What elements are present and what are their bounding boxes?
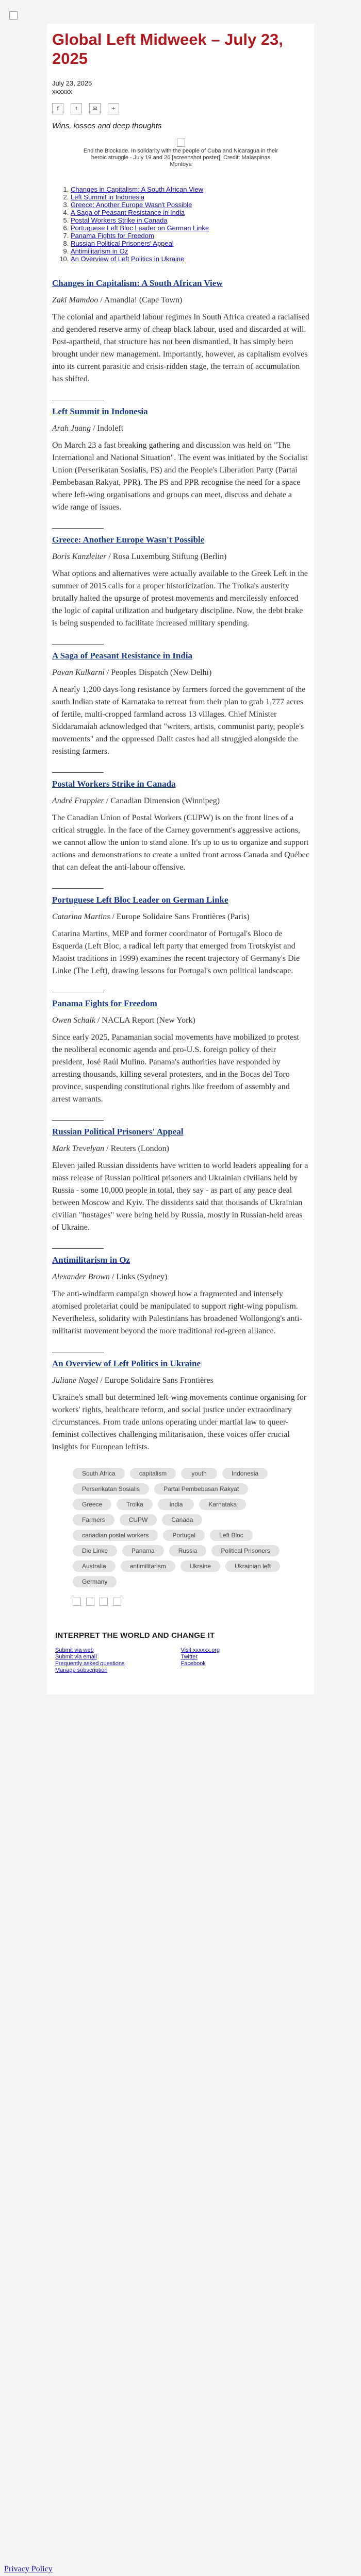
toc-item xyxy=(71,240,309,247)
article xyxy=(52,992,309,1106)
toc-item xyxy=(71,201,309,209)
toc-link[interactable]: Antimilitarism in Oz xyxy=(71,247,128,255)
newsletter-container xyxy=(47,24,315,1694)
article-byline xyxy=(52,1376,309,1385)
tag-chip[interactable]: Ukraine xyxy=(180,1561,220,1572)
banner-image-icon xyxy=(177,139,185,147)
toc-item xyxy=(71,224,309,232)
article-author: Boris Kanzleiter xyxy=(52,552,107,561)
article-byline xyxy=(52,552,309,562)
tag-chip[interactable]: Partai Pembebasan Rakyat xyxy=(154,1483,248,1495)
article-author: Pavan Kulkarni xyxy=(52,668,105,677)
tag-chip[interactable]: Left Bloc xyxy=(210,1530,253,1541)
newsletter-title[interactable]: Global Left Midweek – July 23, 2025 xyxy=(52,30,283,67)
email-icon[interactable] xyxy=(100,1598,108,1606)
article-source: / Amandla! (Cape Town) xyxy=(98,296,183,304)
toc-item xyxy=(71,255,309,263)
article-title[interactable]: Portuguese Left Bloc Leader on German Linke xyxy=(52,895,228,905)
tag-chip[interactable]: South Africa xyxy=(73,1468,125,1479)
banner-caption: End the Blockade. In solidarity with the people of Cuba and Nicaragua in their heroic struggle - July 19 and 26 [screenshot poster]. Credit: Malaspinas Montoya xyxy=(83,148,278,167)
tag-chip[interactable]: CUPW xyxy=(120,1514,157,1526)
toc-item xyxy=(71,247,309,255)
toc-item xyxy=(71,232,309,240)
toc-link[interactable]: Greece: Another Europe Wasn't Possible xyxy=(71,201,192,209)
article-byline xyxy=(52,1273,309,1282)
article-body: On March 23 a fast breaking gathering and discussion was held on "The International and National Situation". The event was initiated by the Socialist Union (Perserikatan Sosialis, PS) and the People's Liberation Party (Partai Pembebasan Rakyat, PPR). The PS and PPR recognise the need for a space where left-wing organisations and groups can meet, discuss and debate a wide range of issues. xyxy=(52,441,308,512)
article-source: / Links (Sydney) xyxy=(109,1273,168,1281)
tag-chip[interactable]: antimilitarism xyxy=(121,1561,175,1572)
footer-right-links xyxy=(181,1647,307,1674)
article-author: Mark Trevelyan xyxy=(52,1144,105,1153)
footer-social-row xyxy=(73,1598,309,1608)
tag-chip[interactable]: Panama xyxy=(122,1545,164,1556)
article-title[interactable]: Postal Workers Strike in Canada xyxy=(52,779,176,789)
social-share-row xyxy=(52,103,309,116)
share-icon[interactable]: + xyxy=(108,103,119,114)
toc-item xyxy=(71,193,309,201)
article-body: Catarina Martins, MEP and former coordinator of Portugal's Bloco de Esquerda (Left Bloc, a radical left party that emerged from Trotskyist and Maoist traditions in 1999) examines the recent trajectory of Germany's Die Linke (The Left), drawing lessons for Portugal's own political landscape. xyxy=(52,929,300,975)
article-divider xyxy=(52,1248,104,1249)
article-author: André Frappier xyxy=(52,796,104,805)
footer-left-links xyxy=(55,1647,181,1674)
toc-item xyxy=(71,216,309,224)
tag-chip[interactable]: Karnataka xyxy=(199,1499,246,1510)
article-author: Zaki Mamdoo xyxy=(52,296,99,304)
tag-chip[interactable]: capitalism xyxy=(130,1468,176,1479)
article-body: The Canadian Union of Postal Workers (CUPW) is on the front lines of a critical struggle. In the face of the Carney government's aggressive actions, we cannot allow the union to stand alone. It's up to us to organize and support actions and demonstrations to create a united front across Canada and Québec that can defeat the anti-labour offensive. xyxy=(52,814,309,872)
article-title[interactable]: Antimilitarism in Oz xyxy=(52,1255,130,1265)
footer-link[interactable]: Facebook xyxy=(180,1660,206,1667)
facebook-icon[interactable]: f xyxy=(52,103,63,114)
tag-chip[interactable]: Troika xyxy=(117,1499,153,1510)
tag-cloud xyxy=(73,1468,294,1591)
toc-link[interactable]: Changes in Capitalism: A South African View xyxy=(71,185,204,193)
tag-chip[interactable]: Greece xyxy=(73,1499,111,1510)
broken-image-icon xyxy=(9,11,18,20)
tag-chip[interactable]: India xyxy=(158,1499,194,1510)
article-body: What options and alternatives were actually available to the Greek Left in the summer of 2015 calls for a proper historicization. The Troika's austerity brutally halted the upsurge of protest movements and mercilessly enforced the logic of capital utilization and budgetary discipline. Now, the debt brake is being suspended to facilitate increased military spending. xyxy=(52,569,308,628)
article-source: / Canadian Dimension (Winnipeg) xyxy=(104,796,220,805)
post-footer xyxy=(0,2565,361,2576)
footer-heading: INTERPRET THE WORLD AND CHANGE IT xyxy=(55,1631,215,1640)
footer-link[interactable]: Manage subscription xyxy=(55,1667,108,1673)
article-byline xyxy=(52,296,309,305)
article-source: / Rosa Luxemburg Stiftung (Berlin) xyxy=(106,552,227,561)
issue-date: July 23, 2025 xyxy=(52,79,92,87)
article-author: Catarina Martins xyxy=(52,912,110,921)
article-title[interactable]: An Overview of Left Politics in Ukraine xyxy=(52,1359,201,1368)
article-body: Eleven jailed Russian dissidents have written to world leaders appealing for a mass release of Russian political prisoners and Ukrainian civilians held by Russia - some 10,000 people in total, they say - as part of any peace deal between Moscow and Kyiv. The dissidents said that thousands of Ukrainian civilian "hostages" were being held by Russia, mostly in Russian-held areas of Ukraine. xyxy=(52,1161,308,1232)
footer-link[interactable]: Submit via email xyxy=(55,1654,97,1660)
article-source: / Europe Solidaire Sans Frontières xyxy=(98,1376,214,1385)
article xyxy=(52,400,309,514)
article xyxy=(52,278,309,385)
article-source: / Europe Solidaire Sans Frontières (Paris) xyxy=(110,912,250,921)
article xyxy=(52,644,309,758)
article xyxy=(52,888,309,977)
article-source: / NACLA Report (New York) xyxy=(95,1016,195,1025)
table-of-contents xyxy=(62,185,309,263)
toc-link[interactable]: Postal Workers Strike in Canada xyxy=(71,216,168,224)
article-title[interactable]: Panama Fights for Freedom xyxy=(52,998,157,1008)
tag-chip[interactable]: Political Prisoners xyxy=(211,1545,279,1556)
article-divider xyxy=(52,528,104,529)
article-body: Since early 2025, Panamanian social movements have mobilized to protest the neoliberal economic agenda and pro-U.S. foreign policy of their president, José Raúl Mulino. Panama's authorities have responded by arresting thousands, killing several protesters, and in the Bocas del Toro province, suspending constitutional rights like freedom of assembly and arrest warrants. xyxy=(52,1033,299,1104)
tag-chip[interactable]: Canada xyxy=(162,1514,202,1526)
footer-link[interactable]: Twitter xyxy=(180,1654,198,1660)
tagline: Wins, losses and deep thoughts xyxy=(52,122,162,130)
article-byline xyxy=(52,424,309,433)
tag-chip[interactable]: Indonesia xyxy=(222,1468,268,1479)
banner xyxy=(83,139,279,168)
privacy-policy-link[interactable]: Privacy Policy xyxy=(4,2565,53,2573)
article-byline xyxy=(52,668,309,677)
article-source: / Reuters (London) xyxy=(104,1144,169,1153)
article-title[interactable]: Greece: Another Europe Wasn't Possible xyxy=(52,535,205,545)
toc-link[interactable]: Panama Fights for Freedom xyxy=(71,232,154,240)
article-divider xyxy=(52,1120,104,1121)
article-body: The anti-windfarm campaign showed how a fragmented and intensely atomised proletariat could be manipulated to support right-wing populism. Nevertheless, solidarity with Palestinians has broadened Wollongong's anti-militarist movement beyond the more traditional red-green alliance. xyxy=(52,1290,302,1335)
issue-code: xxxxxx xyxy=(52,88,72,95)
article xyxy=(52,1120,309,1234)
tag-chip[interactable]: youth xyxy=(181,1468,217,1479)
email-icon[interactable]: ✉ xyxy=(89,103,101,114)
footer-link[interactable]: Visit xxxxxx.org xyxy=(180,1647,220,1653)
article-body: A nearly 1,200 days-long resistance by farmers forced the government of the south Indian state of Karnataka to retreat from their plan to grab 1,777 acres of fertile, multi-cropped farmland across 13 villages. Chief Minister Siddaramaiah acknowledged that "writers, artists, communist party, people's movements" and the oppressed Dalit castes had all struggled alongside the resisting farmers. xyxy=(52,685,306,756)
tag-chip[interactable]: Ukrainian left xyxy=(225,1561,280,1572)
tag-chip[interactable]: Portugal xyxy=(163,1530,205,1541)
article-title[interactable]: Russian Political Prisoners' Appeal xyxy=(52,1127,184,1137)
tag-chip[interactable]: Australia xyxy=(73,1561,116,1572)
twitter-icon[interactable] xyxy=(86,1598,94,1606)
twitter-icon[interactable]: t xyxy=(71,103,82,114)
toc-link[interactable]: Left Summit in Indonesia xyxy=(71,193,145,201)
article-divider xyxy=(52,888,104,889)
toc-item xyxy=(71,185,309,193)
article-list xyxy=(52,278,309,1453)
article-title[interactable]: Left Summit in Indonesia xyxy=(52,406,148,416)
tag-chip[interactable]: Farmers xyxy=(73,1514,114,1526)
article-title[interactable]: A Saga of Peasant Resistance in India xyxy=(52,651,193,660)
tag-chip[interactable]: Russia xyxy=(169,1545,207,1556)
toc-link[interactable]: Portuguese Left Bloc Leader on German Linke xyxy=(71,224,209,232)
footer xyxy=(52,1631,309,1674)
article-byline xyxy=(52,1144,309,1154)
article-title[interactable]: Changes in Capitalism: A South African View xyxy=(52,278,223,288)
toc-link[interactable]: An Overview of Left Politics in Ukraine xyxy=(71,255,185,263)
share-icon[interactable] xyxy=(113,1598,121,1606)
article xyxy=(52,1248,309,1337)
article-divider xyxy=(52,772,104,773)
toc-link[interactable]: A Saga of Peasant Resistance in India xyxy=(71,209,185,216)
article-body: Ukraine's small but determined left-wing movements continue organising for workers' rights, healthcare reform, and social justice under extraordinary circumstances. From trade unions operating under martial law to queer-feminist collectives challenging militarisation, these voices offer crucial insights for European leftists. xyxy=(52,1393,307,1451)
tag-chip[interactable]: Die Linke xyxy=(73,1545,117,1556)
article-byline xyxy=(52,796,309,806)
footer-link[interactable]: Submit via web xyxy=(55,1647,94,1653)
footer-link[interactable]: Frequently asked questions xyxy=(55,1660,125,1667)
article-body: The colonial and apartheid labour regimes in South Africa created a racialised and gendered reserve army of cheap black labour, used and discarded at will. Post-apartheid, that structure has not been dismantled. It has simply been brought under new management. Importantly, however, as capitalism evolves into its current parasitic and crisis-ridden stage, the terrain of accumulation has shifted. xyxy=(52,313,309,383)
toc-link[interactable]: Russian Political Prisoners' Appeal xyxy=(71,240,174,247)
article-divider xyxy=(52,644,104,645)
tag-chip[interactable]: canadian postal workers xyxy=(73,1530,158,1541)
article-byline xyxy=(52,1016,309,1025)
article xyxy=(52,772,309,874)
article-byline xyxy=(52,912,309,922)
article xyxy=(52,528,309,630)
toc-item xyxy=(71,209,309,216)
article-author: Alexander Brown xyxy=(52,1273,110,1281)
article-source: / Peoples Dispatch (New Delhi) xyxy=(104,668,212,677)
tag-chip[interactable]: Germany xyxy=(73,1576,117,1587)
article-author: Arah Juang xyxy=(52,424,91,433)
article xyxy=(52,1352,309,1453)
article-source: / Indoleft xyxy=(91,424,124,433)
article-author: Owen Schalk xyxy=(52,1016,95,1025)
tag-chip[interactable]: Perserikatan Sosialis xyxy=(73,1483,149,1495)
article-author: Juliane Nagel xyxy=(52,1376,99,1385)
facebook-icon[interactable] xyxy=(73,1598,81,1606)
